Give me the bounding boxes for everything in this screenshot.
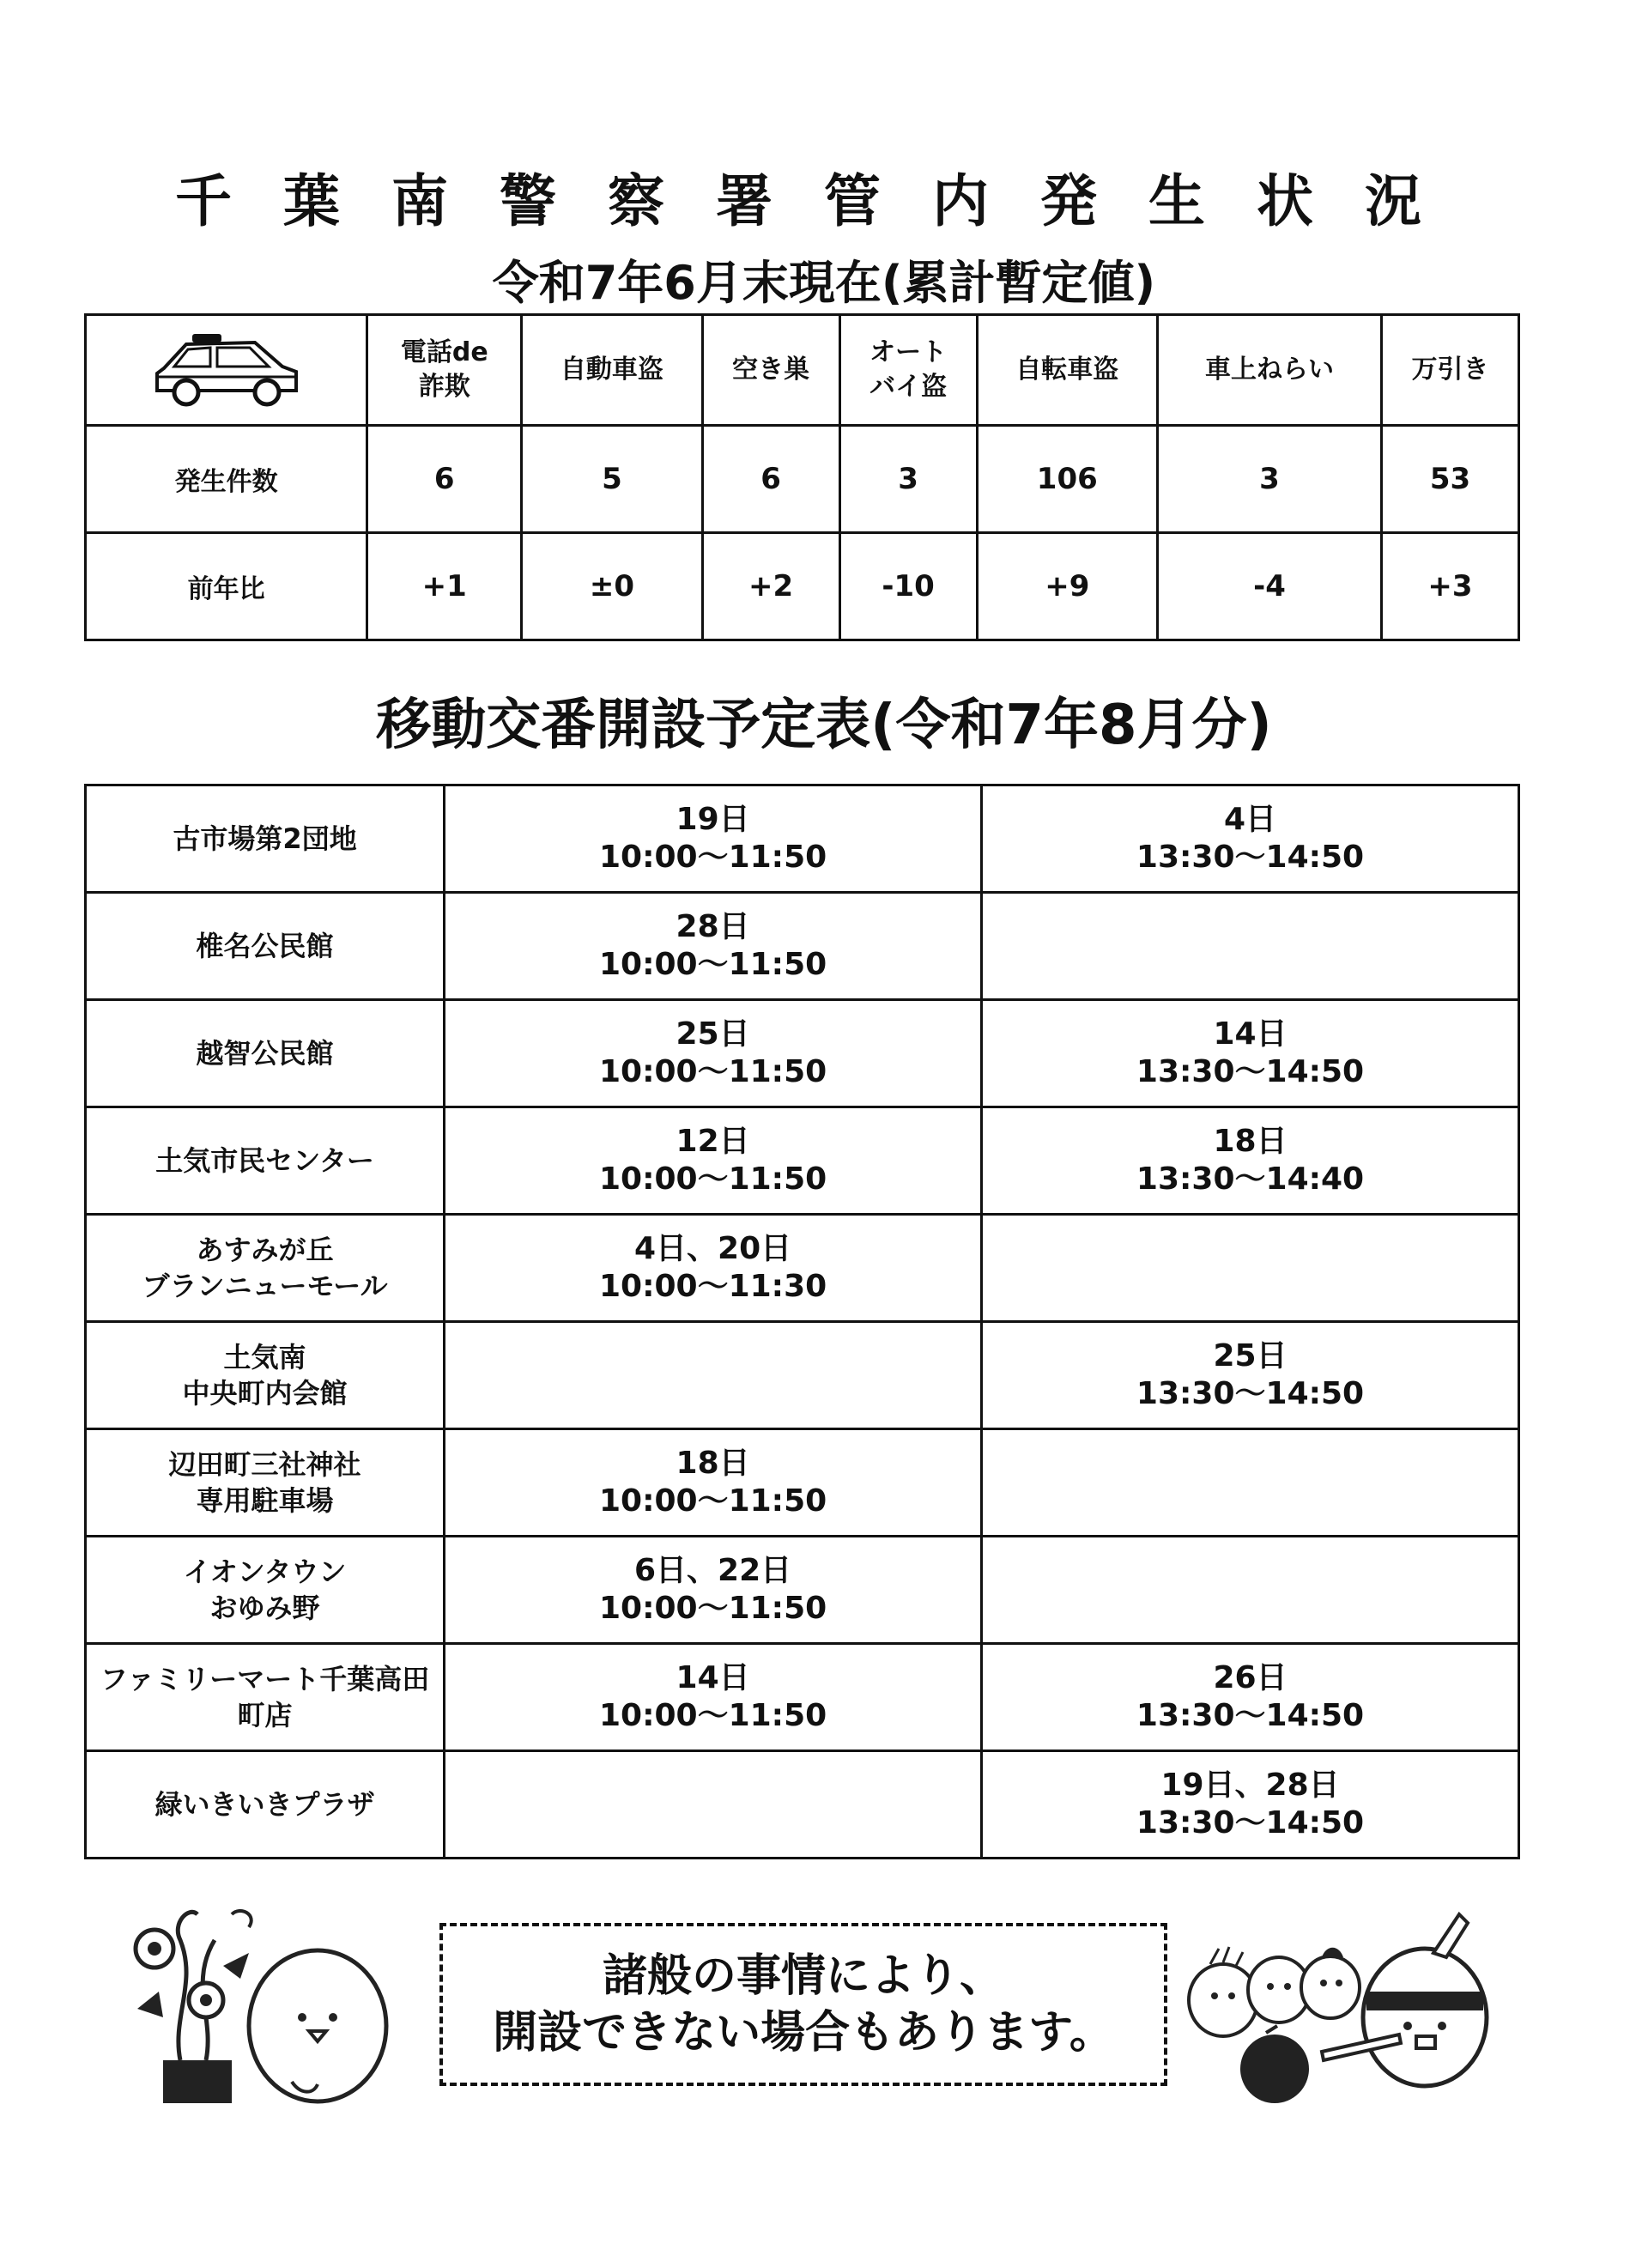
schedule-afternoon-slot: 26日 13:30〜14:50 bbox=[982, 1644, 1519, 1751]
schedule-location: イオンタウン おゆみ野 bbox=[86, 1537, 445, 1644]
stats-col-header: オート バイ盗 bbox=[839, 315, 977, 426]
stats-col-header: 自転車盗 bbox=[977, 315, 1157, 426]
schedule-morning-slot: 12日 10:00〜11:50 bbox=[445, 1107, 982, 1215]
schedule-afternoon-slot: 19日、28日 13:30〜14:50 bbox=[982, 1751, 1519, 1859]
schedule-row bbox=[86, 1537, 1519, 1644]
mobile-police-box-schedule-table bbox=[84, 784, 1520, 1859]
schedule-afternoon-slot: 14日 13:30〜14:50 bbox=[982, 1000, 1519, 1107]
schedule-row bbox=[86, 1322, 1519, 1429]
schedule-row bbox=[86, 1000, 1519, 1107]
schedule-morning-slot: 6日、22日 10:00〜11:50 bbox=[445, 1537, 982, 1644]
stats-cell: +3 bbox=[1382, 533, 1519, 640]
morning-glory-mascot-icon bbox=[112, 1889, 403, 2112]
stats-col-header: 電話de 詐欺 bbox=[367, 315, 522, 426]
schedule-location: 古市場第2団地 bbox=[86, 785, 445, 893]
schedule-morning-slot bbox=[445, 1751, 982, 1859]
schedule-afternoon-slot: 18日 13:30〜14:40 bbox=[982, 1107, 1519, 1215]
schedule-morning-slot: 28日 10:00〜11:50 bbox=[445, 893, 982, 1000]
stats-corner-cell bbox=[86, 315, 367, 426]
stats-row-yoy bbox=[86, 533, 1519, 640]
stats-subtitle: 令和7年6月末現在(累計暫定値) bbox=[492, 256, 1156, 310]
schedule-morning-slot: 18日 10:00〜11:50 bbox=[445, 1429, 982, 1537]
police-car-icon bbox=[145, 327, 308, 413]
notice-line-1: 諸般の事情により、 bbox=[602, 1950, 1004, 2002]
schedule-row bbox=[86, 785, 1519, 893]
stats-cell: +2 bbox=[702, 533, 839, 640]
schedule-location: あすみが丘 ブランニューモール bbox=[86, 1215, 445, 1322]
stats-col-header: 車上ねらい bbox=[1158, 315, 1382, 426]
stats-cell: -4 bbox=[1158, 533, 1382, 640]
schedule-afternoon-slot bbox=[982, 1429, 1519, 1537]
schedule-morning-slot: 14日 10:00〜11:50 bbox=[445, 1644, 982, 1751]
stats-row-label: 発生件数 bbox=[86, 426, 367, 533]
stats-row-label: 前年比 bbox=[86, 533, 367, 640]
stats-col-header: 空き巣 bbox=[702, 315, 839, 426]
schedule-row bbox=[86, 1107, 1519, 1215]
stats-cell: 5 bbox=[522, 426, 702, 533]
stats-cell: 3 bbox=[839, 426, 977, 533]
schedule-morning-slot: 4日、20日 10:00〜11:30 bbox=[445, 1215, 982, 1322]
schedule-morning-slot: 19日 10:00〜11:50 bbox=[445, 785, 982, 893]
schedule-afternoon-slot bbox=[982, 1215, 1519, 1322]
schedule-afternoon-slot: 4日 13:30〜14:50 bbox=[982, 785, 1519, 893]
stats-cell: +1 bbox=[367, 533, 522, 640]
schedule-location: ファミリーマート千葉高田 町店 bbox=[86, 1644, 445, 1751]
stats-cell: 53 bbox=[1382, 426, 1519, 533]
schedule-afternoon-slot: 25日 13:30〜14:50 bbox=[982, 1322, 1519, 1429]
schedule-title: 移動交番開設予定表(令和7年8月分) bbox=[376, 694, 1272, 757]
schedule-row bbox=[86, 1215, 1519, 1322]
schedule-afternoon-slot bbox=[982, 893, 1519, 1000]
schedule-row bbox=[86, 893, 1519, 1000]
schedule-morning-slot bbox=[445, 1322, 982, 1429]
schedule-location: 辺田町三社神社 専用駐車場 bbox=[86, 1429, 445, 1537]
schedule-row bbox=[86, 1644, 1519, 1751]
schedule-location: 椎名公民館 bbox=[86, 893, 445, 1000]
stats-cell: 3 bbox=[1158, 426, 1382, 533]
schedule-location: 土気市民センター bbox=[86, 1107, 445, 1215]
notice-box bbox=[439, 1923, 1167, 2086]
schedule-row bbox=[86, 1429, 1519, 1537]
stats-cell: 6 bbox=[367, 426, 522, 533]
stats-cell: -10 bbox=[839, 533, 977, 640]
schedule-location: 土気南 中央町内会館 bbox=[86, 1322, 445, 1429]
schedule-morning-slot: 25日 10:00〜11:50 bbox=[445, 1000, 982, 1107]
schedule-location: 越智公民館 bbox=[86, 1000, 445, 1107]
stats-cell: ±0 bbox=[522, 533, 702, 640]
crime-stats-table bbox=[84, 313, 1520, 641]
schedule-afternoon-slot bbox=[982, 1537, 1519, 1644]
chick-mascots-icon bbox=[1176, 1897, 1502, 2112]
stats-cell: 6 bbox=[702, 426, 839, 533]
stats-row-count bbox=[86, 426, 1519, 533]
page-title: 千葉南警察署管内発生状況 bbox=[175, 168, 1473, 234]
stats-col-header: 万引き bbox=[1382, 315, 1519, 426]
stats-col-header: 自動車盗 bbox=[522, 315, 702, 426]
schedule-location: 緑いきいきプラザ bbox=[86, 1751, 445, 1859]
notice-line-2: 開設できない場合もあります。 bbox=[493, 2007, 1114, 2059]
stats-cell: 106 bbox=[977, 426, 1157, 533]
stats-cell: +9 bbox=[977, 533, 1157, 640]
schedule-row bbox=[86, 1751, 1519, 1859]
stats-header-row bbox=[86, 315, 1519, 426]
